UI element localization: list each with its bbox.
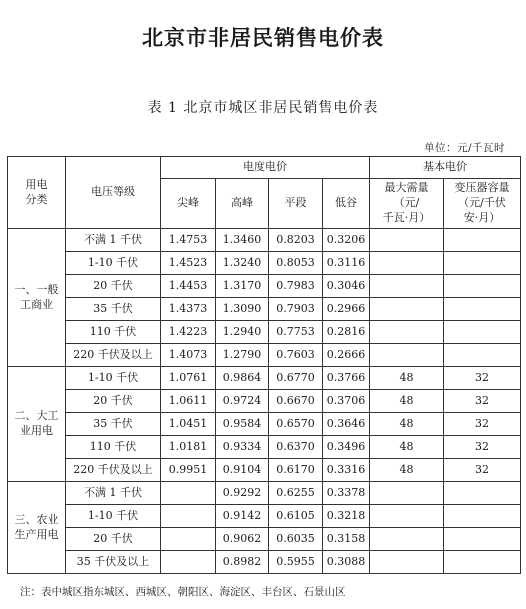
table-row <box>8 459 521 482</box>
demand-cell <box>370 551 444 574</box>
voltage-cell: 不满 1 千伏 <box>66 229 161 252</box>
demand-cell <box>370 321 444 344</box>
demand-cell <box>370 344 444 367</box>
peak-cell: 0.9724 <box>216 390 269 413</box>
valley-cell: 0.3766 <box>323 367 370 390</box>
demand-cell <box>370 252 444 275</box>
voltage-cell: 110 千伏 <box>66 321 161 344</box>
voltage-cell: 20 千伏 <box>66 390 161 413</box>
valley-cell: 0.3046 <box>323 275 370 298</box>
peak-cell: 0.9142 <box>216 505 269 528</box>
peak-cell: 1.3460 <box>216 229 269 252</box>
capacity-cell <box>444 275 521 298</box>
flat-cell: 0.6105 <box>269 505 323 528</box>
valley-cell: 0.3706 <box>323 390 370 413</box>
valley-cell: 0.3158 <box>323 528 370 551</box>
table-row <box>8 413 521 436</box>
flat-cell: 0.7753 <box>269 321 323 344</box>
footnote: 注：表中城区指东城区、西城区、朝阳区、海淀区、丰台区、石景山区 <box>20 586 346 598</box>
header-peak-sharp: 尖峰 <box>161 179 216 229</box>
sharp-cell: 0.9951 <box>161 459 216 482</box>
table-row <box>8 390 521 413</box>
valley-cell: 0.3218 <box>323 505 370 528</box>
flat-cell: 0.7603 <box>269 344 323 367</box>
capacity-cell <box>444 482 521 505</box>
voltage-cell: 35 千伏 <box>66 298 161 321</box>
flat-cell: 0.6370 <box>269 436 323 459</box>
flat-cell: 0.8203 <box>269 229 323 252</box>
sharp-cell <box>161 528 216 551</box>
valley-cell: 0.2816 <box>323 321 370 344</box>
capacity-cell <box>444 298 521 321</box>
capacity-cell <box>444 505 521 528</box>
sharp-cell: 1.0761 <box>161 367 216 390</box>
table-row <box>8 482 521 505</box>
table-row <box>8 229 521 252</box>
sharp-cell: 1.0451 <box>161 413 216 436</box>
sharp-cell <box>161 505 216 528</box>
table-row <box>8 321 521 344</box>
demand-cell: 48 <box>370 413 444 436</box>
sharp-cell <box>161 551 216 574</box>
valley-cell: 0.3646 <box>323 413 370 436</box>
header-voltage: 电压等级 <box>66 157 161 229</box>
table-row <box>8 344 521 367</box>
valley-cell: 0.3316 <box>323 459 370 482</box>
sharp-cell: 1.4373 <box>161 298 216 321</box>
header-flat: 平段 <box>269 179 323 229</box>
flat-cell: 0.6255 <box>269 482 323 505</box>
header-transformer-capacity: 变压器容量 （元/千伏 安·月） <box>444 179 521 229</box>
capacity-cell: 32 <box>444 436 521 459</box>
voltage-cell: 20 千伏 <box>66 528 161 551</box>
voltage-cell: 1-10 千伏 <box>66 505 161 528</box>
header-basic-price: 基本电价 <box>370 157 521 179</box>
capacity-cell: 32 <box>444 390 521 413</box>
sharp-cell <box>161 482 216 505</box>
capacity-cell <box>444 344 521 367</box>
demand-cell <box>370 298 444 321</box>
capacity-cell <box>444 321 521 344</box>
price-table <box>7 156 521 574</box>
capacity-cell <box>444 252 521 275</box>
sharp-cell: 1.4523 <box>161 252 216 275</box>
peak-cell: 1.3240 <box>216 252 269 275</box>
demand-cell <box>370 275 444 298</box>
demand-cell: 48 <box>370 390 444 413</box>
flat-cell: 0.5955 <box>269 551 323 574</box>
peak-cell: 0.9292 <box>216 482 269 505</box>
voltage-cell: 不满 1 千伏 <box>66 482 161 505</box>
table-caption: 表 1 北京市城区非居民销售电价表 <box>147 100 379 116</box>
demand-cell: 48 <box>370 436 444 459</box>
voltage-cell: 220 千伏及以上 <box>66 344 161 367</box>
sharp-cell: 1.0611 <box>161 390 216 413</box>
voltage-cell: 110 千伏 <box>66 436 161 459</box>
category-cell: 一、一般 工商业 <box>8 229 66 367</box>
voltage-cell: 1-10 千伏 <box>66 367 161 390</box>
sharp-cell: 1.0181 <box>161 436 216 459</box>
flat-cell: 0.6170 <box>269 459 323 482</box>
page-title: 北京市非居民销售电价表 <box>142 26 384 50</box>
flat-cell: 0.7903 <box>269 298 323 321</box>
valley-cell: 0.3496 <box>323 436 370 459</box>
capacity-cell: 32 <box>444 413 521 436</box>
valley-cell: 0.3116 <box>323 252 370 275</box>
voltage-cell: 35 千伏及以上 <box>66 551 161 574</box>
sharp-cell: 1.4073 <box>161 344 216 367</box>
table-row <box>8 275 521 298</box>
category-cell: 二、大工 业用电 <box>8 367 66 482</box>
valley-cell: 0.2666 <box>323 344 370 367</box>
peak-cell: 1.3170 <box>216 275 269 298</box>
table-row <box>8 551 521 574</box>
demand-cell: 48 <box>370 459 444 482</box>
valley-cell: 0.3378 <box>323 482 370 505</box>
demand-cell <box>370 229 444 252</box>
voltage-cell: 35 千伏 <box>66 413 161 436</box>
demand-cell <box>370 528 444 551</box>
demand-cell: 48 <box>370 367 444 390</box>
sharp-cell: 1.4453 <box>161 275 216 298</box>
flat-cell: 0.8053 <box>269 252 323 275</box>
flat-cell: 0.6770 <box>269 367 323 390</box>
valley-cell: 0.3088 <box>323 551 370 574</box>
peak-cell: 0.8982 <box>216 551 269 574</box>
table-row <box>8 528 521 551</box>
capacity-cell: 32 <box>444 459 521 482</box>
header-category: 用电 分类 <box>8 157 66 229</box>
flat-cell: 0.6670 <box>269 390 323 413</box>
voltage-cell: 220 千伏及以上 <box>66 459 161 482</box>
capacity-cell: 32 <box>444 367 521 390</box>
flat-cell: 0.6035 <box>269 528 323 551</box>
voltage-cell: 20 千伏 <box>66 275 161 298</box>
voltage-cell: 1-10 千伏 <box>66 252 161 275</box>
flat-cell: 0.7983 <box>269 275 323 298</box>
flat-cell: 0.6570 <box>269 413 323 436</box>
valley-cell: 0.3206 <box>323 229 370 252</box>
demand-cell <box>370 505 444 528</box>
peak-cell: 1.3090 <box>216 298 269 321</box>
peak-cell: 1.2790 <box>216 344 269 367</box>
capacity-cell <box>444 229 521 252</box>
table-row <box>8 505 521 528</box>
category-cell: 三、农业 生产用电 <box>8 482 66 574</box>
header-max-demand: 最大需量 （元/ 千瓦·月） <box>370 179 444 229</box>
sharp-cell: 1.4223 <box>161 321 216 344</box>
table-row <box>8 252 521 275</box>
peak-cell: 0.9864 <box>216 367 269 390</box>
valley-cell: 0.2966 <box>323 298 370 321</box>
peak-cell: 1.2940 <box>216 321 269 344</box>
peak-cell: 0.9334 <box>216 436 269 459</box>
table-row <box>8 436 521 459</box>
demand-cell <box>370 482 444 505</box>
peak-cell: 0.9584 <box>216 413 269 436</box>
table-row <box>8 298 521 321</box>
header-peak: 高峰 <box>216 179 269 229</box>
peak-cell: 0.9062 <box>216 528 269 551</box>
capacity-cell <box>444 528 521 551</box>
capacity-cell <box>444 551 521 574</box>
sharp-cell: 1.4753 <box>161 229 216 252</box>
peak-cell: 0.9104 <box>216 459 269 482</box>
table-row <box>8 367 521 390</box>
unit-label: 单位：元/千瓦时 <box>423 142 505 154</box>
header-valley: 低谷 <box>323 179 370 229</box>
header-energy-price: 电度电价 <box>161 157 370 179</box>
table-body <box>8 229 521 574</box>
